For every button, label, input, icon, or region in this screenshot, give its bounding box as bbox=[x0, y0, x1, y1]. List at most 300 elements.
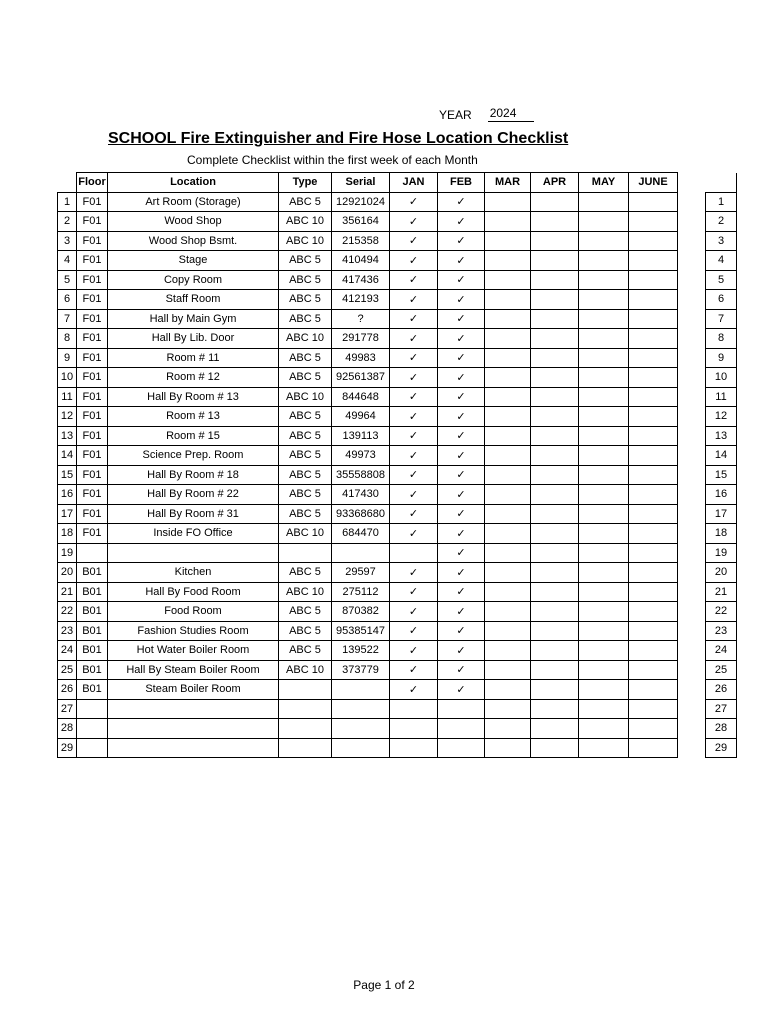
floor-cell bbox=[77, 543, 108, 563]
mar-check-cell bbox=[485, 602, 531, 622]
feb-check-cell: ✓ bbox=[438, 563, 485, 583]
floor-cell: F01 bbox=[77, 231, 108, 251]
may-check-cell bbox=[579, 504, 629, 524]
mar-check-cell bbox=[485, 309, 531, 329]
serial-cell: 417436 bbox=[332, 270, 390, 290]
table-row bbox=[58, 621, 737, 641]
row-number: 8 bbox=[58, 329, 77, 349]
floor-cell bbox=[77, 738, 108, 758]
mar-check-cell bbox=[485, 251, 531, 271]
june-check-cell bbox=[629, 660, 678, 680]
row-number-right: 16 bbox=[706, 485, 737, 505]
type-cell: ABC 5 bbox=[279, 465, 332, 485]
serial-cell bbox=[332, 680, 390, 700]
row-number: 5 bbox=[58, 270, 77, 290]
mar-check-cell bbox=[485, 231, 531, 251]
table-row bbox=[58, 212, 737, 232]
jan-check-cell: ✓ bbox=[390, 563, 438, 583]
feb-check-cell: ✓ bbox=[438, 465, 485, 485]
feb-check-cell: ✓ bbox=[438, 426, 485, 446]
year-label: YEAR bbox=[439, 108, 472, 122]
feb-check-cell: ✓ bbox=[438, 348, 485, 368]
type-cell: ABC 5 bbox=[279, 641, 332, 661]
type-cell bbox=[279, 719, 332, 739]
jan-check-cell: ✓ bbox=[390, 368, 438, 388]
row-gap-cell bbox=[678, 329, 706, 349]
type-cell bbox=[279, 699, 332, 719]
serial-cell: 95385147 bbox=[332, 621, 390, 641]
june-check-cell bbox=[629, 309, 678, 329]
location-cell: Hall By Room # 22 bbox=[108, 485, 279, 505]
type-cell: ABC 5 bbox=[279, 407, 332, 427]
feb-check-cell: ✓ bbox=[438, 192, 485, 212]
type-cell: ABC 10 bbox=[279, 524, 332, 544]
header-mar: MAR bbox=[485, 173, 531, 193]
mar-check-cell bbox=[485, 719, 531, 739]
feb-check-cell: ✓ bbox=[438, 251, 485, 271]
page-subtitle: Complete Checklist within the first week of each Month bbox=[187, 153, 478, 167]
row-number: 9 bbox=[58, 348, 77, 368]
type-cell: ABC 5 bbox=[279, 621, 332, 641]
floor-cell: B01 bbox=[77, 621, 108, 641]
june-check-cell bbox=[629, 524, 678, 544]
year-value: 2024 bbox=[488, 106, 534, 122]
may-check-cell bbox=[579, 446, 629, 466]
row-gap-cell bbox=[678, 407, 706, 427]
june-check-cell bbox=[629, 582, 678, 602]
apr-check-cell bbox=[531, 192, 579, 212]
row-number-right: 11 bbox=[706, 387, 737, 407]
row-number-right: 14 bbox=[706, 446, 737, 466]
apr-check-cell bbox=[531, 602, 579, 622]
may-check-cell bbox=[579, 660, 629, 680]
mar-check-cell bbox=[485, 504, 531, 524]
serial-cell: 29597 bbox=[332, 563, 390, 583]
type-cell: ABC 5 bbox=[279, 192, 332, 212]
june-check-cell bbox=[629, 641, 678, 661]
header-apr: APR bbox=[531, 173, 579, 193]
jan-check-cell: ✓ bbox=[390, 582, 438, 602]
table-row bbox=[58, 290, 737, 310]
floor-cell: F01 bbox=[77, 485, 108, 505]
june-check-cell bbox=[629, 504, 678, 524]
location-cell: Staff Room bbox=[108, 290, 279, 310]
jan-check-cell: ✓ bbox=[390, 660, 438, 680]
location-cell: Room # 11 bbox=[108, 348, 279, 368]
row-gap-cell bbox=[678, 680, 706, 700]
row-number-right: 15 bbox=[706, 465, 737, 485]
floor-cell: F01 bbox=[77, 290, 108, 310]
jan-check-cell: ✓ bbox=[390, 407, 438, 427]
may-check-cell bbox=[579, 231, 629, 251]
location-cell bbox=[108, 738, 279, 758]
type-cell bbox=[279, 738, 332, 758]
floor-cell: F01 bbox=[77, 368, 108, 388]
apr-check-cell bbox=[531, 485, 579, 505]
serial-cell: 35558808 bbox=[332, 465, 390, 485]
floor-cell: B01 bbox=[77, 641, 108, 661]
location-cell: Kitchen bbox=[108, 563, 279, 583]
row-number-right: 22 bbox=[706, 602, 737, 622]
type-cell: ABC 5 bbox=[279, 504, 332, 524]
serial-cell: 844648 bbox=[332, 387, 390, 407]
location-cell: Hall By Food Room bbox=[108, 582, 279, 602]
type-cell: ABC 5 bbox=[279, 368, 332, 388]
row-number-right: 25 bbox=[706, 660, 737, 680]
checklist-rows bbox=[58, 192, 737, 758]
june-check-cell bbox=[629, 212, 678, 232]
floor-cell: F01 bbox=[77, 212, 108, 232]
serial-cell bbox=[332, 738, 390, 758]
serial-cell: 139522 bbox=[332, 641, 390, 661]
jan-check-cell: ✓ bbox=[390, 446, 438, 466]
type-cell: ABC 5 bbox=[279, 426, 332, 446]
row-number-right: 23 bbox=[706, 621, 737, 641]
page-title: SCHOOL Fire Extinguisher and Fire Hose Location Checklist bbox=[108, 130, 569, 147]
location-cell: Hall By Steam Boiler Room bbox=[108, 660, 279, 680]
serial-cell bbox=[332, 543, 390, 563]
jan-check-cell: ✓ bbox=[390, 192, 438, 212]
row-number: 1 bbox=[58, 192, 77, 212]
header-serial: Serial bbox=[332, 173, 390, 193]
mar-check-cell bbox=[485, 699, 531, 719]
may-check-cell bbox=[579, 641, 629, 661]
jan-check-cell: ✓ bbox=[390, 621, 438, 641]
table-row bbox=[58, 270, 737, 290]
table-row bbox=[58, 426, 737, 446]
may-check-cell bbox=[579, 543, 629, 563]
row-gap-cell bbox=[678, 485, 706, 505]
floor-cell bbox=[77, 699, 108, 719]
row-number: 17 bbox=[58, 504, 77, 524]
mar-check-cell bbox=[485, 387, 531, 407]
type-cell: ABC 10 bbox=[279, 582, 332, 602]
serial-cell: 215358 bbox=[332, 231, 390, 251]
row-gap-cell bbox=[678, 251, 706, 271]
june-check-cell bbox=[629, 602, 678, 622]
feb-check-cell: ✓ bbox=[438, 290, 485, 310]
june-check-cell bbox=[629, 329, 678, 349]
june-check-cell bbox=[629, 426, 678, 446]
feb-check-cell: ✓ bbox=[438, 368, 485, 388]
mar-check-cell bbox=[485, 660, 531, 680]
row-number: 28 bbox=[58, 719, 77, 739]
mar-check-cell bbox=[485, 524, 531, 544]
type-cell: ABC 5 bbox=[279, 348, 332, 368]
mar-check-cell bbox=[485, 407, 531, 427]
jan-check-cell: ✓ bbox=[390, 231, 438, 251]
mar-check-cell bbox=[485, 641, 531, 661]
location-cell: Room # 12 bbox=[108, 368, 279, 388]
row-gap-cell bbox=[678, 719, 706, 739]
floor-cell: F01 bbox=[77, 251, 108, 271]
apr-check-cell bbox=[531, 348, 579, 368]
header-type: Type bbox=[279, 173, 332, 193]
apr-check-cell bbox=[531, 465, 579, 485]
june-check-cell bbox=[629, 465, 678, 485]
row-number-right: 4 bbox=[706, 251, 737, 271]
table-row bbox=[58, 504, 737, 524]
june-check-cell bbox=[629, 270, 678, 290]
row-gap-cell bbox=[678, 602, 706, 622]
table-row bbox=[58, 699, 737, 719]
floor-cell: B01 bbox=[77, 563, 108, 583]
june-check-cell bbox=[629, 738, 678, 758]
floor-cell: B01 bbox=[77, 602, 108, 622]
feb-check-cell: ✓ bbox=[438, 660, 485, 680]
type-cell: ABC 5 bbox=[279, 446, 332, 466]
row-gap-cell bbox=[678, 309, 706, 329]
mar-check-cell bbox=[485, 563, 531, 583]
apr-check-cell bbox=[531, 543, 579, 563]
type-cell: ABC 10 bbox=[279, 329, 332, 349]
jan-check-cell: ✓ bbox=[390, 348, 438, 368]
row-number: 23 bbox=[58, 621, 77, 641]
type-cell: ABC 10 bbox=[279, 231, 332, 251]
may-check-cell bbox=[579, 699, 629, 719]
serial-cell: 870382 bbox=[332, 602, 390, 622]
feb-check-cell bbox=[438, 699, 485, 719]
feb-check-cell: ✓ bbox=[438, 680, 485, 700]
may-check-cell bbox=[579, 368, 629, 388]
june-check-cell bbox=[629, 446, 678, 466]
row-number: 24 bbox=[58, 641, 77, 661]
table-row bbox=[58, 446, 737, 466]
may-check-cell bbox=[579, 309, 629, 329]
header-floor: Floor bbox=[77, 173, 108, 193]
jan-check-cell: ✓ bbox=[390, 329, 438, 349]
table-row bbox=[58, 348, 737, 368]
row-gap-cell bbox=[678, 387, 706, 407]
jan-check-cell: ✓ bbox=[390, 387, 438, 407]
floor-cell: F01 bbox=[77, 309, 108, 329]
row-number: 10 bbox=[58, 368, 77, 388]
row-gap-cell bbox=[678, 660, 706, 680]
row-gap-cell bbox=[678, 368, 706, 388]
june-check-cell bbox=[629, 485, 678, 505]
row-number-right: 17 bbox=[706, 504, 737, 524]
jan-check-cell: ✓ bbox=[390, 465, 438, 485]
apr-check-cell bbox=[531, 680, 579, 700]
mar-check-cell bbox=[485, 621, 531, 641]
row-number-right: 24 bbox=[706, 641, 737, 661]
feb-check-cell: ✓ bbox=[438, 270, 485, 290]
row-number-right: 1 bbox=[706, 192, 737, 212]
serial-cell: 12921024 bbox=[332, 192, 390, 212]
row-number: 16 bbox=[58, 485, 77, 505]
row-number: 18 bbox=[58, 524, 77, 544]
location-cell: Art Room (Storage) bbox=[108, 192, 279, 212]
table-row bbox=[58, 563, 737, 583]
location-cell bbox=[108, 543, 279, 563]
jan-check-cell: ✓ bbox=[390, 290, 438, 310]
mar-check-cell bbox=[485, 446, 531, 466]
row-number-right: 26 bbox=[706, 680, 737, 700]
row-number: 14 bbox=[58, 446, 77, 466]
may-check-cell bbox=[579, 387, 629, 407]
jan-check-cell bbox=[390, 543, 438, 563]
row-number: 11 bbox=[58, 387, 77, 407]
may-check-cell bbox=[579, 738, 629, 758]
row-number: 19 bbox=[58, 543, 77, 563]
apr-check-cell bbox=[531, 524, 579, 544]
june-check-cell bbox=[629, 543, 678, 563]
serial-cell: 356164 bbox=[332, 212, 390, 232]
row-number: 12 bbox=[58, 407, 77, 427]
floor-cell: F01 bbox=[77, 329, 108, 349]
may-check-cell bbox=[579, 270, 629, 290]
row-number: 29 bbox=[58, 738, 77, 758]
serial-cell: 410494 bbox=[332, 251, 390, 271]
row-number: 4 bbox=[58, 251, 77, 271]
table-row bbox=[58, 582, 737, 602]
row-number-right: 2 bbox=[706, 212, 737, 232]
location-cell: Science Prep. Room bbox=[108, 446, 279, 466]
row-number: 7 bbox=[58, 309, 77, 329]
mar-check-cell bbox=[485, 426, 531, 446]
mar-check-cell bbox=[485, 680, 531, 700]
may-check-cell bbox=[579, 251, 629, 271]
serial-cell: 291778 bbox=[332, 329, 390, 349]
location-cell: Hall By Room # 31 bbox=[108, 504, 279, 524]
apr-check-cell bbox=[531, 407, 579, 427]
mar-check-cell bbox=[485, 270, 531, 290]
apr-check-cell bbox=[531, 719, 579, 739]
serial-cell bbox=[332, 699, 390, 719]
may-check-cell bbox=[579, 348, 629, 368]
row-gap-cell bbox=[678, 524, 706, 544]
row-number-right: 28 bbox=[706, 719, 737, 739]
may-check-cell bbox=[579, 426, 629, 446]
apr-check-cell bbox=[531, 290, 579, 310]
feb-check-cell: ✓ bbox=[438, 602, 485, 622]
may-check-cell bbox=[579, 465, 629, 485]
serial-cell: 93368680 bbox=[332, 504, 390, 524]
type-cell: ABC 5 bbox=[279, 563, 332, 583]
table-row bbox=[58, 524, 737, 544]
floor-cell: F01 bbox=[77, 192, 108, 212]
may-check-cell bbox=[579, 582, 629, 602]
may-check-cell bbox=[579, 563, 629, 583]
may-check-cell bbox=[579, 212, 629, 232]
location-cell bbox=[108, 699, 279, 719]
jan-check-cell: ✓ bbox=[390, 309, 438, 329]
jan-check-cell: ✓ bbox=[390, 426, 438, 446]
floor-cell: F01 bbox=[77, 270, 108, 290]
row-number-right: 19 bbox=[706, 543, 737, 563]
jan-check-cell bbox=[390, 699, 438, 719]
apr-check-cell bbox=[531, 251, 579, 271]
location-cell bbox=[108, 719, 279, 739]
row-number-right: 3 bbox=[706, 231, 737, 251]
row-gap-cell bbox=[678, 563, 706, 583]
floor-cell bbox=[77, 719, 108, 739]
type-cell: ABC 5 bbox=[279, 602, 332, 622]
type-cell: ABC 10 bbox=[279, 212, 332, 232]
row-gap-cell bbox=[678, 426, 706, 446]
mar-check-cell bbox=[485, 485, 531, 505]
june-check-cell bbox=[629, 699, 678, 719]
jan-check-cell: ✓ bbox=[390, 680, 438, 700]
floor-cell: F01 bbox=[77, 465, 108, 485]
row-number: 21 bbox=[58, 582, 77, 602]
may-check-cell bbox=[579, 602, 629, 622]
feb-check-cell: ✓ bbox=[438, 387, 485, 407]
row-number: 13 bbox=[58, 426, 77, 446]
row-gap-cell bbox=[678, 212, 706, 232]
apr-check-cell bbox=[531, 446, 579, 466]
location-cell: Room # 15 bbox=[108, 426, 279, 446]
apr-check-cell bbox=[531, 231, 579, 251]
feb-check-cell: ✓ bbox=[438, 309, 485, 329]
floor-cell: F01 bbox=[77, 446, 108, 466]
may-check-cell bbox=[579, 192, 629, 212]
location-cell: Hall By Lib. Door bbox=[108, 329, 279, 349]
mar-check-cell bbox=[485, 738, 531, 758]
table-row bbox=[58, 719, 737, 739]
mar-check-cell bbox=[485, 465, 531, 485]
floor-cell: B01 bbox=[77, 680, 108, 700]
row-number-right: 12 bbox=[706, 407, 737, 427]
table-row bbox=[58, 387, 737, 407]
june-check-cell bbox=[629, 407, 678, 427]
header-feb: FEB bbox=[438, 173, 485, 193]
floor-cell: F01 bbox=[77, 504, 108, 524]
table-row bbox=[58, 309, 737, 329]
row-number-right: 20 bbox=[706, 563, 737, 583]
serial-cell: 49964 bbox=[332, 407, 390, 427]
row-gap-cell bbox=[678, 543, 706, 563]
page-footer: Page 1 of 2 bbox=[353, 978, 415, 992]
feb-check-cell: ✓ bbox=[438, 407, 485, 427]
row-gap-cell bbox=[678, 348, 706, 368]
row-gap-cell bbox=[678, 270, 706, 290]
apr-check-cell bbox=[531, 368, 579, 388]
table-row bbox=[58, 368, 737, 388]
location-cell: Hall by Main Gym bbox=[108, 309, 279, 329]
june-check-cell bbox=[629, 192, 678, 212]
type-cell: ABC 5 bbox=[279, 309, 332, 329]
header-june: JUNE bbox=[629, 173, 678, 193]
table-row bbox=[58, 660, 737, 680]
table-row bbox=[58, 485, 737, 505]
june-check-cell bbox=[629, 290, 678, 310]
june-check-cell bbox=[629, 231, 678, 251]
feb-check-cell: ✓ bbox=[438, 329, 485, 349]
jan-check-cell: ✓ bbox=[390, 485, 438, 505]
jan-check-cell: ✓ bbox=[390, 270, 438, 290]
header-right-blank bbox=[706, 173, 737, 193]
june-check-cell bbox=[629, 348, 678, 368]
type-cell: ABC 10 bbox=[279, 387, 332, 407]
header-jan: JAN bbox=[390, 173, 438, 193]
header-row bbox=[58, 173, 737, 193]
table-row bbox=[58, 251, 737, 271]
row-gap-cell bbox=[678, 738, 706, 758]
mar-check-cell bbox=[485, 368, 531, 388]
serial-cell: 373779 bbox=[332, 660, 390, 680]
apr-check-cell bbox=[531, 329, 579, 349]
type-cell: ABC 5 bbox=[279, 270, 332, 290]
apr-check-cell bbox=[531, 212, 579, 232]
row-number: 6 bbox=[58, 290, 77, 310]
row-number-right: 29 bbox=[706, 738, 737, 758]
row-number-right: 6 bbox=[706, 290, 737, 310]
table-row bbox=[58, 192, 737, 212]
type-cell: ABC 5 bbox=[279, 485, 332, 505]
row-number: 20 bbox=[58, 563, 77, 583]
row-number-right: 7 bbox=[706, 309, 737, 329]
